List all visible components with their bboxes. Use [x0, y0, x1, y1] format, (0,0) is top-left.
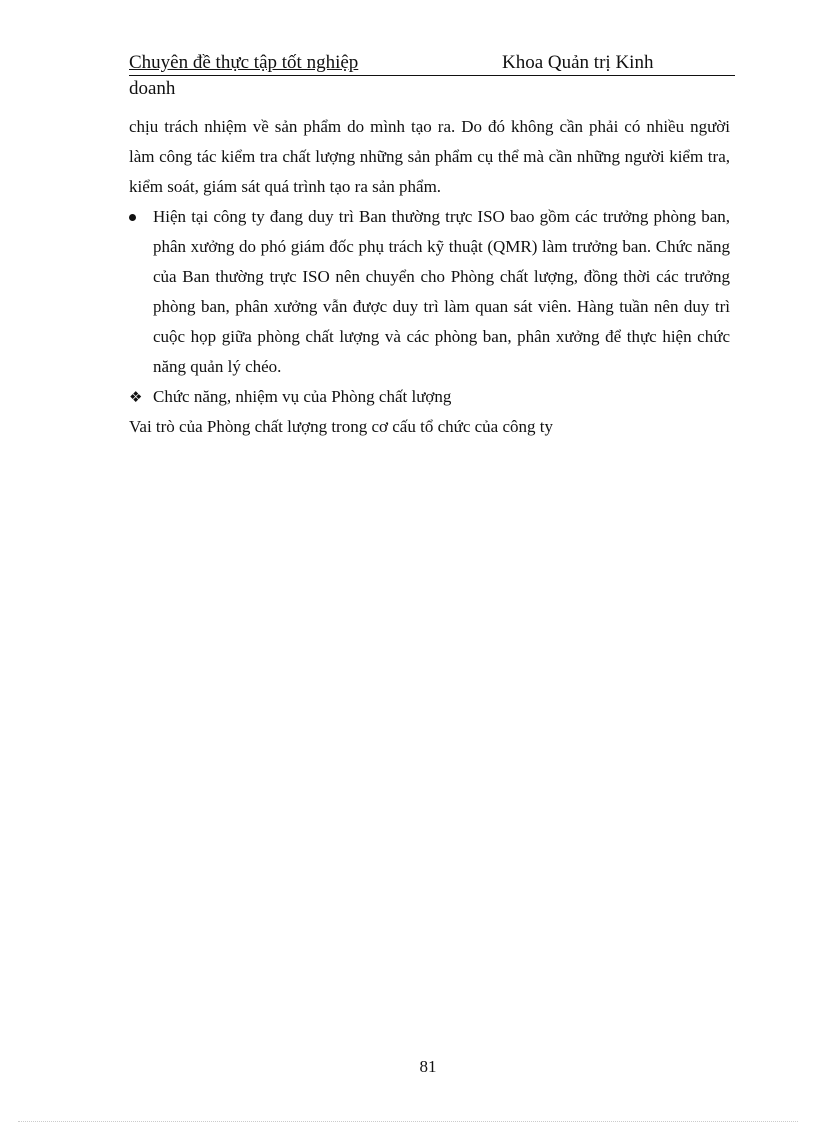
header-title-right: Khoa Quản trị Kinh — [502, 52, 654, 73]
header-line — [129, 50, 735, 76]
page-bottom-divider — [18, 1121, 798, 1122]
header-title-continuation: doanh — [129, 78, 176, 99]
diamond-bullet-icon: ❖ — [129, 388, 143, 406]
page-number: 81 — [419, 1057, 437, 1076]
bullet-text: Hiện tại công ty đang duy trì Ban thường trực ISO bao gồm các trưởng phòng ban, phân xưởng do phó giám đốc phụ trách kỹ thuật (QMR) làm trưởng ban. Chức năng của Ban thường trực ISO nên chuyển cho Phòng chất lượng, đồng thời các trưởng phòng ban, phân xưởng vẫn được duy trì làm quan sát viên. Hàng tuần nên duy trì cuộc họp giữa phòng chất lượng và các phòng ban, phân xưởng để thực hiện chức năng quản lý chéo. — [153, 207, 730, 376]
section-heading: Chức năng, nhiệm vụ của Phòng chất lượng — [153, 387, 452, 406]
body-paragraph-2: Vai trò của Phòng chất lượng trong cơ cấu tổ chức của công ty — [129, 417, 553, 436]
header-title-left: Chuyên đề thực tập tốt nghiệp — [129, 52, 359, 73]
bullet-item — [129, 202, 730, 382]
bullet-dot-icon — [129, 214, 136, 221]
page-body — [129, 112, 730, 442]
page-header — [129, 50, 735, 101]
body-paragraph: chịu trách nhiệm về sản phẩm do mình tạo ra. Do đó không cần phải có nhiều người làm công tác kiểm tra chất lượng những sản phẩm cụ thể mà cần những người kiểm tra, kiểm soát, giám sát quá trình tạo ra sản phẩm. — [129, 117, 730, 196]
section-heading-item — [129, 382, 730, 412]
